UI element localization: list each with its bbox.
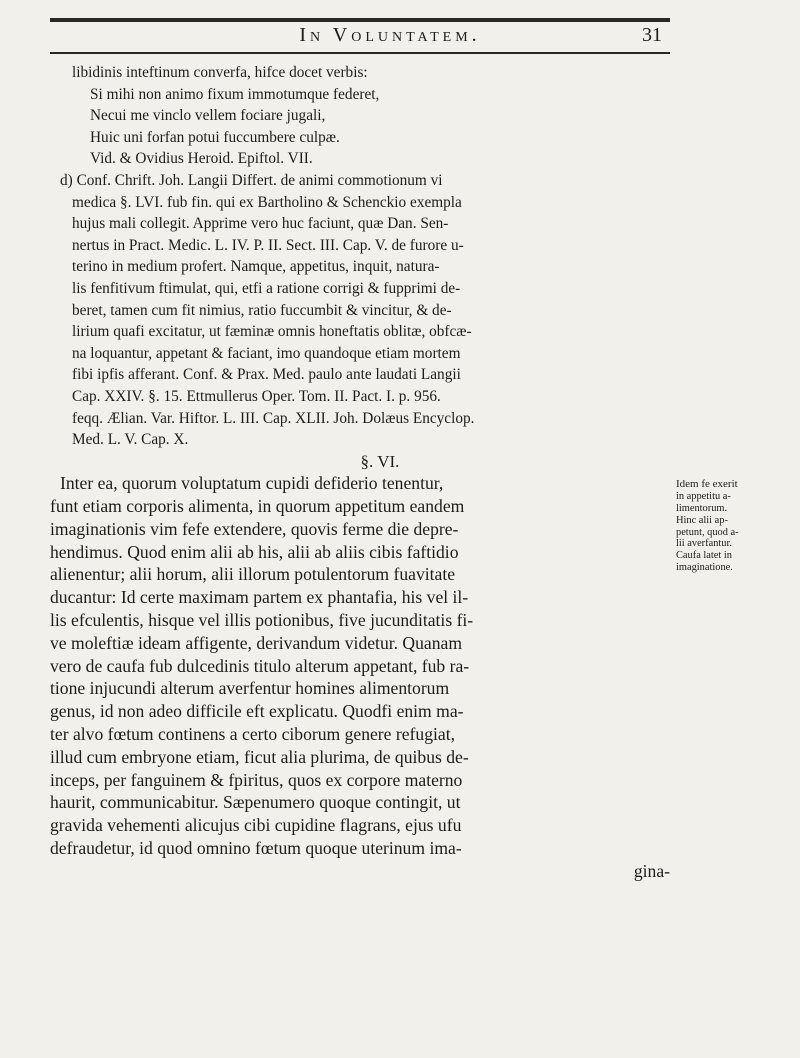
footnote-line: lirium quafi excitatur, ut fæminæ omnis honeftatis oblitæ, obfcæ- <box>72 323 472 341</box>
body-line: funt etiam corporis alimenta, in quorum appetitum eandem <box>50 496 465 517</box>
body-line: imaginationis vim fefe extendere, quovis ferme die depre- <box>50 518 459 539</box>
footnote-line: hujus mali collegit. Apprime vero huc faciunt, quæ Dan. Sen- <box>72 215 449 233</box>
footnote-line: lis fenfitivum ftimulat, qui, etfi a ratione corrigi & fupprimi de- <box>72 279 461 297</box>
footnote-line: Vid. & Ovidius Heroid. Epiftol. VII. <box>90 150 313 168</box>
marginal-note-line: Hinc alii ap- <box>676 514 728 526</box>
header-rule-top <box>50 18 670 22</box>
footnote-line: beret, tamen cum fit nimius, ratio fuccumbit & vincitur, & de- <box>72 301 452 319</box>
marginal-note-line: limentorum. <box>676 502 728 514</box>
page-number: 31 <box>642 24 662 46</box>
footnote-line: Cap. XXIV. §. 15. Ettmullerus Oper. Tom. II. Pact. I. p. 956. <box>72 387 441 405</box>
section-heading: §. VI. <box>360 451 400 471</box>
body-line: genus, id non adeo difficile eft explicatu. Quodfi enim ma- <box>50 701 464 722</box>
body-line: haurit, communicabitur. Sæpenumero quoque contingit, ut <box>50 792 461 813</box>
marginal-note <box>676 479 796 574</box>
catchword: gina- <box>633 860 670 881</box>
marginal-note-line: in appetitu a- <box>676 490 731 502</box>
footnote-line: medica §. LVI. fub fin. qui ex Bartholino & Schenckio exempla <box>72 193 462 211</box>
body-line: defraudetur, id quod omnino fœtum quoque uterinum ima- <box>50 838 462 859</box>
body-line: hendimus. Quod enim alii ab his, alii ab aliis cibis faftidio <box>50 541 459 562</box>
body-line: illud cum embryone etiam, ficut alia plurima, de quibus de- <box>50 746 469 767</box>
marginal-note-line: Idem fe exerit <box>676 478 738 490</box>
verse-line: Si mihi non animo fixum immotumque federet, <box>90 85 380 103</box>
footnote-line: feqq. Ælian. Var. Hiftor. L. III. Cap. XLII. Joh. Dolæus Encyclop. <box>72 409 475 427</box>
body-line: ve moleftiæ ideam affigente, derivandum videtur. Quanam <box>50 632 463 653</box>
body-line: tione injucundi alterum averfentur homines alimentorum <box>50 678 450 699</box>
footnote-line: libidinis inteftinum converfa, hifce docet verbis: <box>72 64 368 81</box>
header-rule-bottom <box>50 52 670 54</box>
footnote-line: d) Conf. Chrift. Joh. Langii Differt. de animi commotionum vi <box>60 171 443 189</box>
verse-line: Huic uni forfan potui fuccumbere culpæ. <box>90 128 340 146</box>
marginal-note-line: Caufa latet in <box>676 550 732 562</box>
body-line: Inter ea, quorum voluptatum cupidi defiderio tenentur, <box>60 473 444 494</box>
body-line: lis efculentis, hisque vel illis potionibus, five jucunditatis fi- <box>50 610 474 631</box>
body-line: inceps, per fanguinem & fpiritus, quos ex corpore materno <box>50 769 463 790</box>
marginal-note-line: lii averfantur. <box>676 538 732 550</box>
marginal-note-line: imaginatione. <box>676 562 733 574</box>
footnote-line: Med. L. V. Cap. X. <box>72 431 189 449</box>
body-line: gravida vehementi alicujus cibi cupidine flagrans, ejus ufu <box>50 815 462 836</box>
body-line: vero de caufa fub dulcedinis titulo alterum appetant, fub ra- <box>50 655 470 676</box>
footnote-line: fibi ipfis afferant. Conf. & Prax. Med. paulo ante laudati Langii <box>72 366 461 384</box>
footnote-line: na loquantur, appetant & faciant, imo quandoque etiam mortem <box>72 344 461 362</box>
marginal-note-line: petunt, quod a- <box>676 526 739 538</box>
running-title: In Voluntatem. <box>299 24 481 46</box>
page-body <box>50 62 670 883</box>
body-line: alienentur; alii horum, alii illorum potulentorum fuavitate <box>50 564 456 585</box>
footnote-line: terino in medium profert. Namque, appetitus, inquit, natura- <box>72 258 440 276</box>
verse-line: Necui me vinclo vellem fociare jugali, <box>90 107 326 125</box>
body-line: ter alvo fœtum continens a certo ciborum genere refugiat, <box>50 724 455 745</box>
body-line: ducantur: Id certe maximam partem ex phantafia, his vel il- <box>50 587 469 608</box>
footnote-line: nertus in Pract. Medic. L. IV. P. II. Sect. III. Cap. V. de furore u- <box>72 236 464 254</box>
